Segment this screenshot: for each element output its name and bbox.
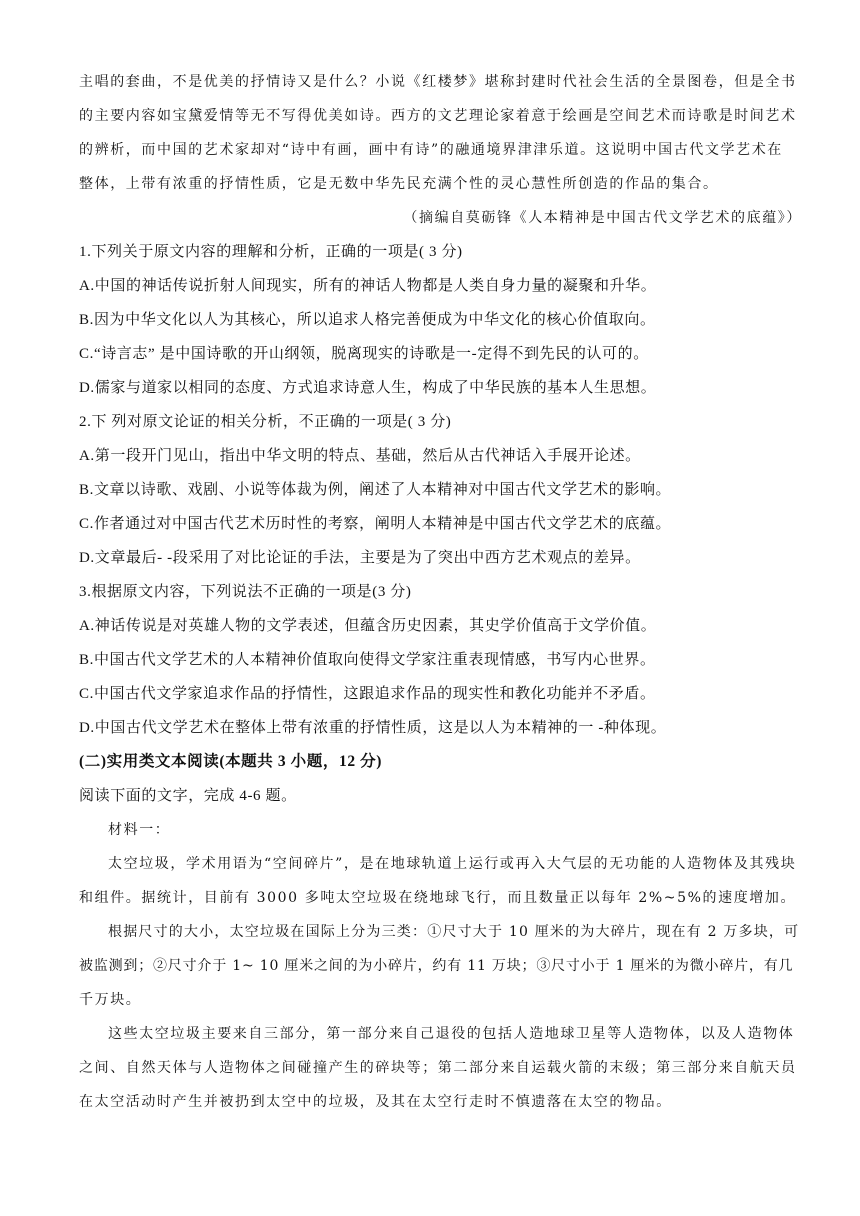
passage-line: 整体，上带有浓重的抒情性质，它是无数中华先民充满个性的灵心慧性所创造的作品的集合。 — [79, 176, 719, 192]
material-paragraph-line: 在太空活动时产生并被扔到太空中的垃圾，及其在太空行走时不慎遗落在太空的物品。 — [79, 1094, 672, 1110]
section-heading: (二)实用类文本阅读(本题共 3 小题，12 分) — [79, 753, 383, 770]
material-paragraph-line: 被监测到；②尺寸介于 1~ 10 厘米之间的为小碎片，约有 11 万块；③尺寸小于 1 厘米的为微小碎片，有几 — [79, 958, 794, 974]
material-paragraph-line: 太空垃圾，学术用语为“空间碎片”，是在地球轨道上运行或再入大气层的无功能的人造物体及其残块 — [108, 856, 797, 872]
question-option: C.作者通过对中国古代艺术历时性的考察，阐明人本精神是中国古代文学艺术的底蕴。 — [79, 516, 672, 532]
material-label: 材料一： — [108, 822, 171, 838]
question-option: D.中国古代文学艺术在整体上带有浓重的抒情性质，这是以人为本精神的一 -种体现。 — [79, 720, 667, 736]
passage-line: 的辨析，而中国的艺术家却对“诗中有画，画中有诗”的融通境界津津乐道。这说明中国古代文学艺术在 — [79, 142, 783, 158]
question-option: B.因为中华文化以人为其核心，所以追求人格完善便成为中华文化的核心价值取向。 — [79, 312, 656, 328]
question-option: B.中国古代文学艺术的人本精神价值取向使得文学家注重表现情感，书写内心世界。 — [79, 652, 656, 668]
question-option: B.文章以诗歌、戏剧、小说等体裁为例，阐述了人本精神对中国古代文学艺术的影响。 — [79, 482, 672, 498]
material-paragraph-line: 根据尺寸的大小，太空垃圾在国际上分为三类：①尺寸大于 10 厘米的为大碎片，现在有 2 万多块，可 — [108, 924, 800, 940]
source-citation: （摘编自莫砺锋《人本精神是中国古代文学艺术的底蕴》） — [403, 210, 802, 226]
section-instruction: 阅读下面的文字，完成 4-6 题。 — [79, 788, 297, 804]
question-option: C.中国古代文学家追求作品的抒情性，这跟追求作品的现实性和教化功能并不矛盾。 — [79, 686, 656, 702]
question-option: D.儒家与道家以相同的态度、方式追求诗意人生，构成了中华民族的基本人生思想。 — [79, 380, 657, 396]
question-option: A.中国的神话传说折射人间现实，所有的神话人物都是人类自身力量的凝聚和升华。 — [79, 278, 657, 294]
question-option: A.第一段开门见山，指出中华文明的特点、基础，然后从古代神话入手展开论述。 — [79, 448, 641, 464]
question-stem: 1.下列关于原文内容的理解和分析，正确的一项是( 3 分) — [79, 244, 463, 260]
material-paragraph-line: 和组件。据统计，目前有 3000 多吨太空垃圾在绕地球飞行，而且数量正以每年 2%~5%的速度增加。 — [79, 890, 797, 906]
material-paragraph-line: 之间、自然天体与人造物体之间碰撞产生的碎块等；第二部分来自运载火箭的末级；第三部分来自航天员 — [79, 1060, 797, 1076]
material-paragraph-line: 这些太空垃圾主要来自三部分，第一部分来自己退役的包括人造地球卫星等人造物体，以及人造物体 — [108, 1026, 795, 1042]
question-option: D.文章最后- -段采用了对比论证的手法，主要是为了突出中西方艺术观点的差异。 — [79, 550, 641, 566]
material-paragraph-line: 千万块。 — [79, 992, 142, 1008]
question-stem: 3.根据原文内容，下列说法不正确的一项是(3 分) — [79, 584, 412, 600]
question-option: A.神话传说是对英雄人物的文学表述，但蕴含历史因素，其史学价值高于文学价值。 — [79, 618, 657, 634]
passage-line: 的主要内容如宝黛爱情等无不写得优美如诗。西方的文艺理论家着意于绘画是空间艺术而诗歌是时间艺术 — [79, 108, 797, 124]
question-option: C.“诗言志” 是中国诗歌的开山纲领，脱离现实的诗歌是一-定得不到先民的认可的。 — [79, 346, 649, 362]
question-stem: 2.下 列对原文论证的相关分析，不正确的一项是( 3 分) — [79, 414, 452, 430]
passage-line: 主唱的套曲，不是优美的抒情诗又是什么？小说《红楼梦》堪称封建时代社会生活的全景图卷，但是全书 — [79, 74, 797, 90]
